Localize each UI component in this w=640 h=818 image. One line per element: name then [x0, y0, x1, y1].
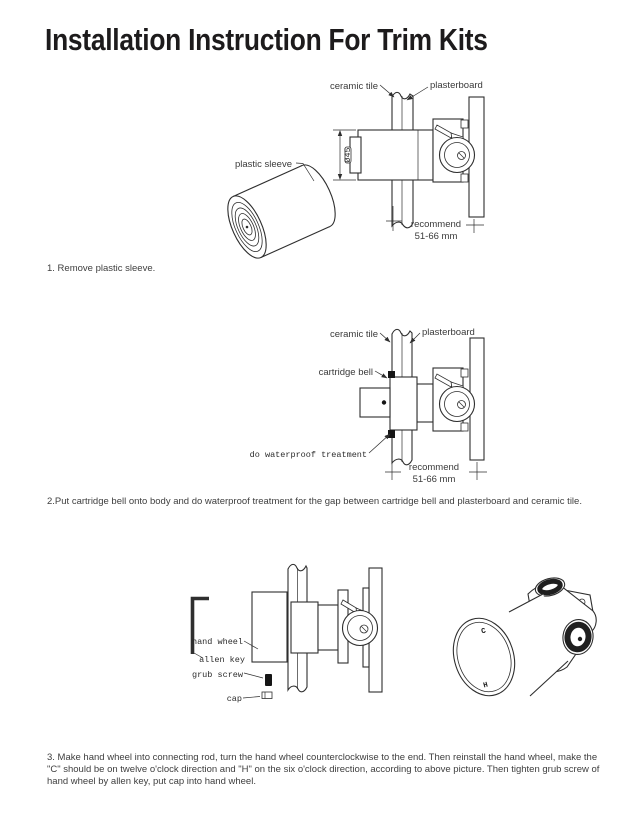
sealant-bottom [388, 430, 395, 438]
leader-line [244, 673, 263, 678]
hot-mark: H [482, 681, 489, 691]
recommend-value: 51-66 mm [414, 231, 458, 242]
grub-screw-shape [265, 674, 272, 686]
plasterboard-label: plasterboard [430, 80, 483, 91]
leader-line [243, 697, 260, 699]
sealant-top [388, 371, 395, 378]
step-1-text: 1. Remove plastic sleeve. [47, 263, 156, 274]
leader-line [375, 371, 387, 378]
valve-body-side-view [360, 368, 475, 438]
cap-shape [262, 692, 272, 699]
hand-wheel-shape [252, 592, 287, 662]
figure-hand-wheel-install [180, 560, 630, 715]
page-title: Installation Instruction For Trim Kits [45, 22, 488, 57]
plastic-sleeve-drawing [220, 160, 343, 264]
plasterboard-label: plasterboard [422, 327, 475, 338]
plastic-sleeve-label: plastic sleeve [234, 159, 292, 170]
recommend-note: recommend [410, 219, 462, 230]
cartridge-bell-shape [390, 377, 417, 430]
valve-body-side-view [291, 588, 378, 667]
valve-3d-view [444, 575, 596, 704]
grub-screw-label: grub screw [191, 670, 243, 680]
cap-label: cap [226, 694, 242, 704]
cold-mark: C [480, 627, 487, 637]
figure-cartridge-bell [245, 315, 500, 490]
recommend-note: recommend [408, 462, 460, 473]
waterproof-note-label: do waterproof treatment [249, 450, 367, 460]
valve-body-side-view [345, 119, 475, 182]
leader-line [369, 434, 390, 453]
leader-line [380, 333, 390, 342]
hand-wheel-label: hand wheel [191, 637, 243, 647]
diameter-label: Ø45 [343, 147, 353, 163]
step-3-text: 3. Make hand wheel into connecting rod, turn the hand wheel counterclockwise to the end. Then reinstall the hand wheel, make the "C" should be on twelve o'clock direction and "H" on the six o'clock direction, according to above picture. Then tighten grub screw of hand wheel by allen key, put cap into hand wheel. [47, 752, 600, 787]
figure-remove-plastic-sleeve [195, 72, 500, 244]
ceramic-tile-label: ceramic tile [329, 81, 378, 92]
ceramic-tile-label: ceramic tile [329, 329, 378, 340]
leader-line [380, 85, 394, 97]
step-2-text: 2.Put cartridge bell onto body and do waterproof treatment for the gap between cartridge bell and plasterboard and ceramic tile. [47, 496, 582, 507]
recommend-value: 51-66 mm [412, 474, 456, 485]
allen-key-label: allen key [199, 655, 245, 665]
cartridge-bell-label: cartridge bell [318, 367, 373, 378]
